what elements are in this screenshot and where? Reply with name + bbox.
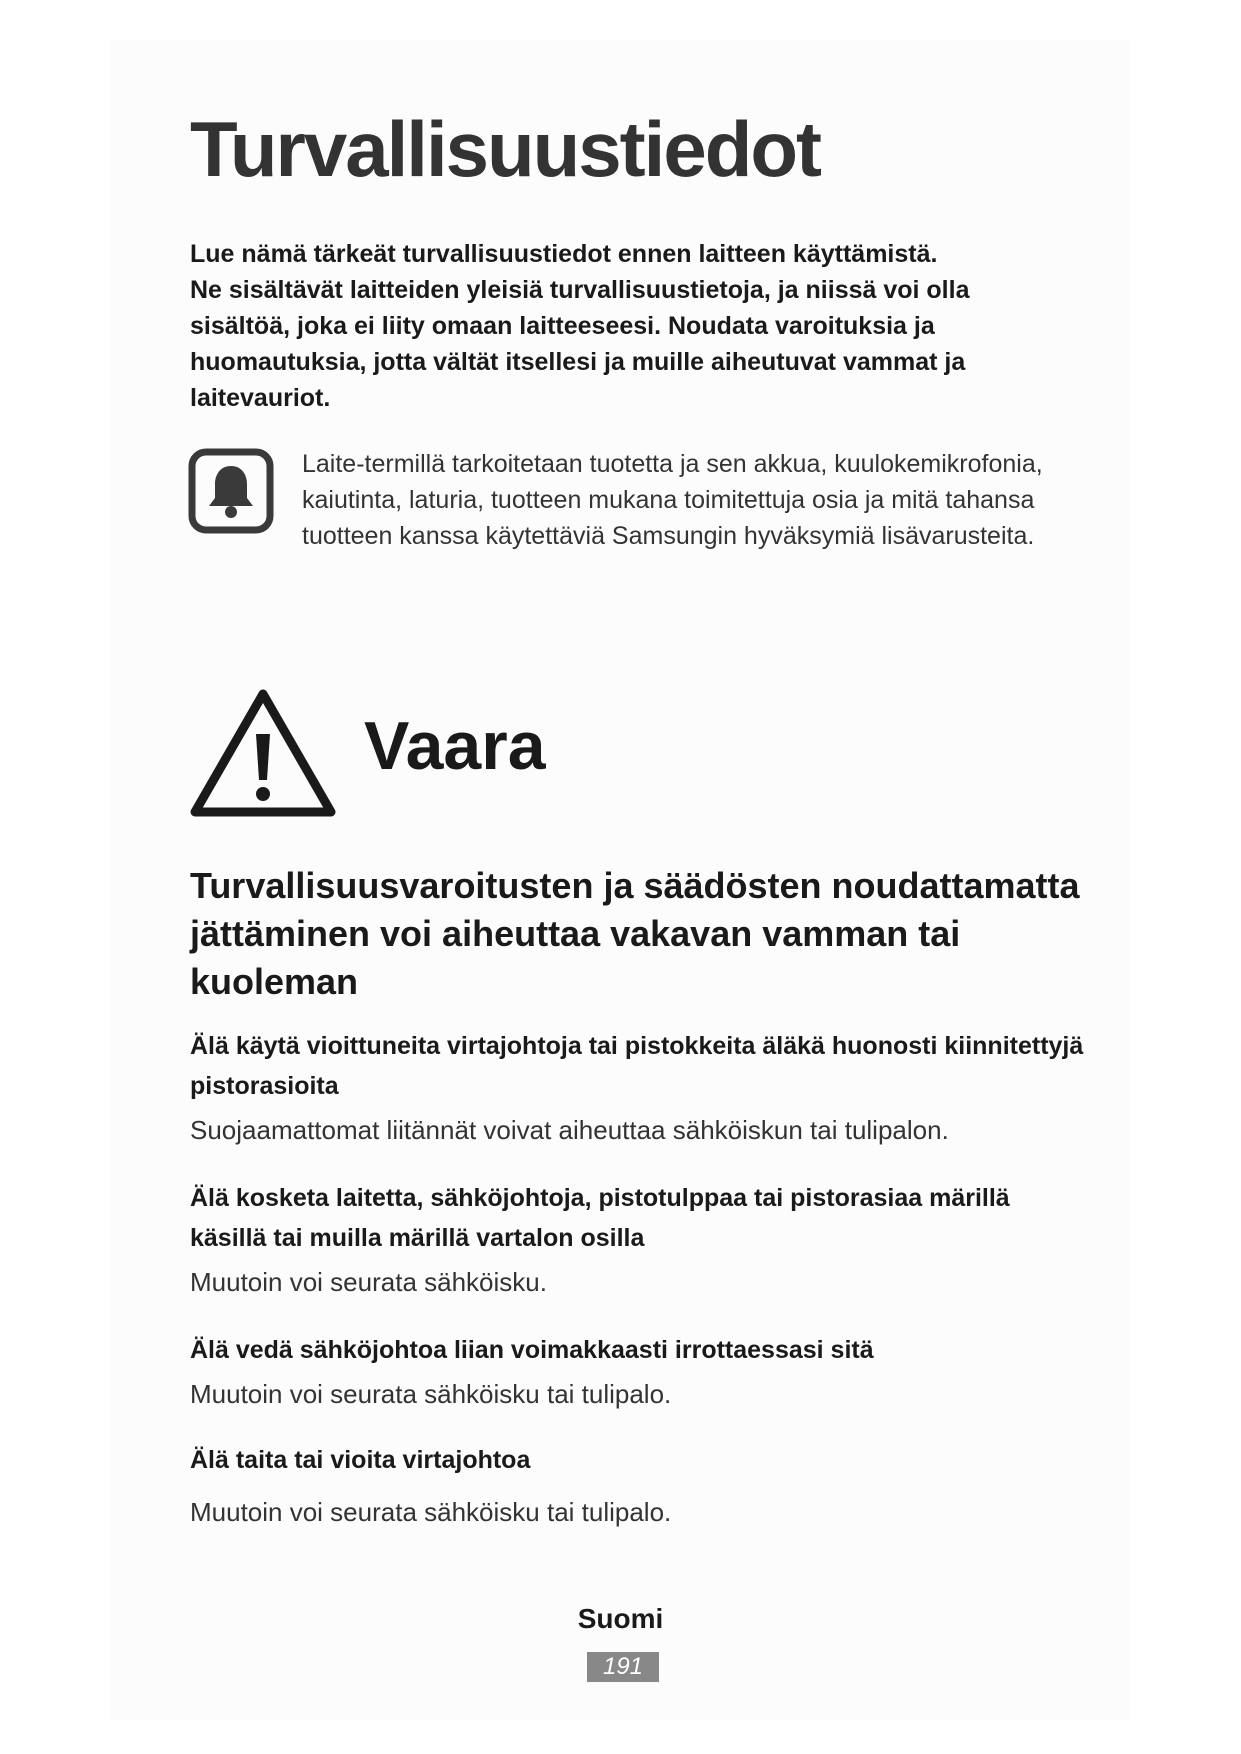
intro-text — [190, 236, 1070, 416]
rule-body: Suojaamattomat liitännät voivat aiheuttaa sähköiskun tai tulipalon. — [190, 1115, 949, 1145]
note-text: Laite-termillä tarkoitetaan tuotetta ja sen akkua, kuulokemikrofonia, kaiutinta, laturia, tuotteen mukana toimitettuja osia ja mitä tahansa tuotteen kanssa käytettäviä Samsungin hyväksymiä lisävarusteita. — [302, 450, 1043, 550]
rule-body: Muutoin voi seurata sähköisku tai tulipalo. — [190, 1379, 672, 1409]
rule-heading: Älä käytä vioittuneita virtajohtoja tai pistokkeita äläkä huonosti kiinnitettyjä pistorasioita — [190, 1032, 1084, 1100]
page-title: Turvallisuustiedot — [190, 105, 820, 193]
safety-rule — [190, 1026, 1090, 1150]
section-heading: Turvallisuusvaroitusten ja säädösten noudattamatta jättäminen voi aiheuttaa vakavan vamman tai kuoleman — [190, 865, 1080, 1002]
rule-body: Muutoin voi seurata sähköisku. — [190, 1267, 547, 1297]
intro-line-1: Lue nämä tärkeät turvallisuustiedot ennen laitteen käyttämistä. — [190, 240, 938, 268]
footer-language: Suomi — [577, 1603, 664, 1634]
rule-heading: Älä vedä sähköjohtoa liian voimakkaasti irrottaessasi sitä — [190, 1336, 874, 1364]
page-number: 191 — [587, 1652, 659, 1682]
rule-heading: Älä kosketa laitetta, sähköjohtoja, pistotulppaa tai pistorasiaa märillä käsillä tai muilla märillä vartalon osilla — [190, 1184, 1010, 1252]
safety-rule — [190, 1330, 1090, 1414]
safety-rule — [190, 1440, 1090, 1532]
safety-rule — [190, 1178, 1090, 1302]
danger-label: Vaara — [364, 708, 546, 784]
rule-heading: Älä taita tai vioita virtajohtoa — [190, 1446, 531, 1474]
bell-icon — [188, 448, 274, 534]
rule-body: Muutoin voi seurata sähköisku tai tulipalo. — [190, 1497, 672, 1527]
warning-triangle-icon — [188, 686, 338, 820]
intro-line-2: Ne sisältävät laitteiden yleisiä turvallisuustietoja, ja niissä voi olla sisältöä, joka ei liity omaan laitteeseesi. Noudata varoituksia ja huomautuksia, jotta vältät itsellesi ja muille aiheutuvat vammat ja laitevauriot. — [190, 276, 970, 412]
